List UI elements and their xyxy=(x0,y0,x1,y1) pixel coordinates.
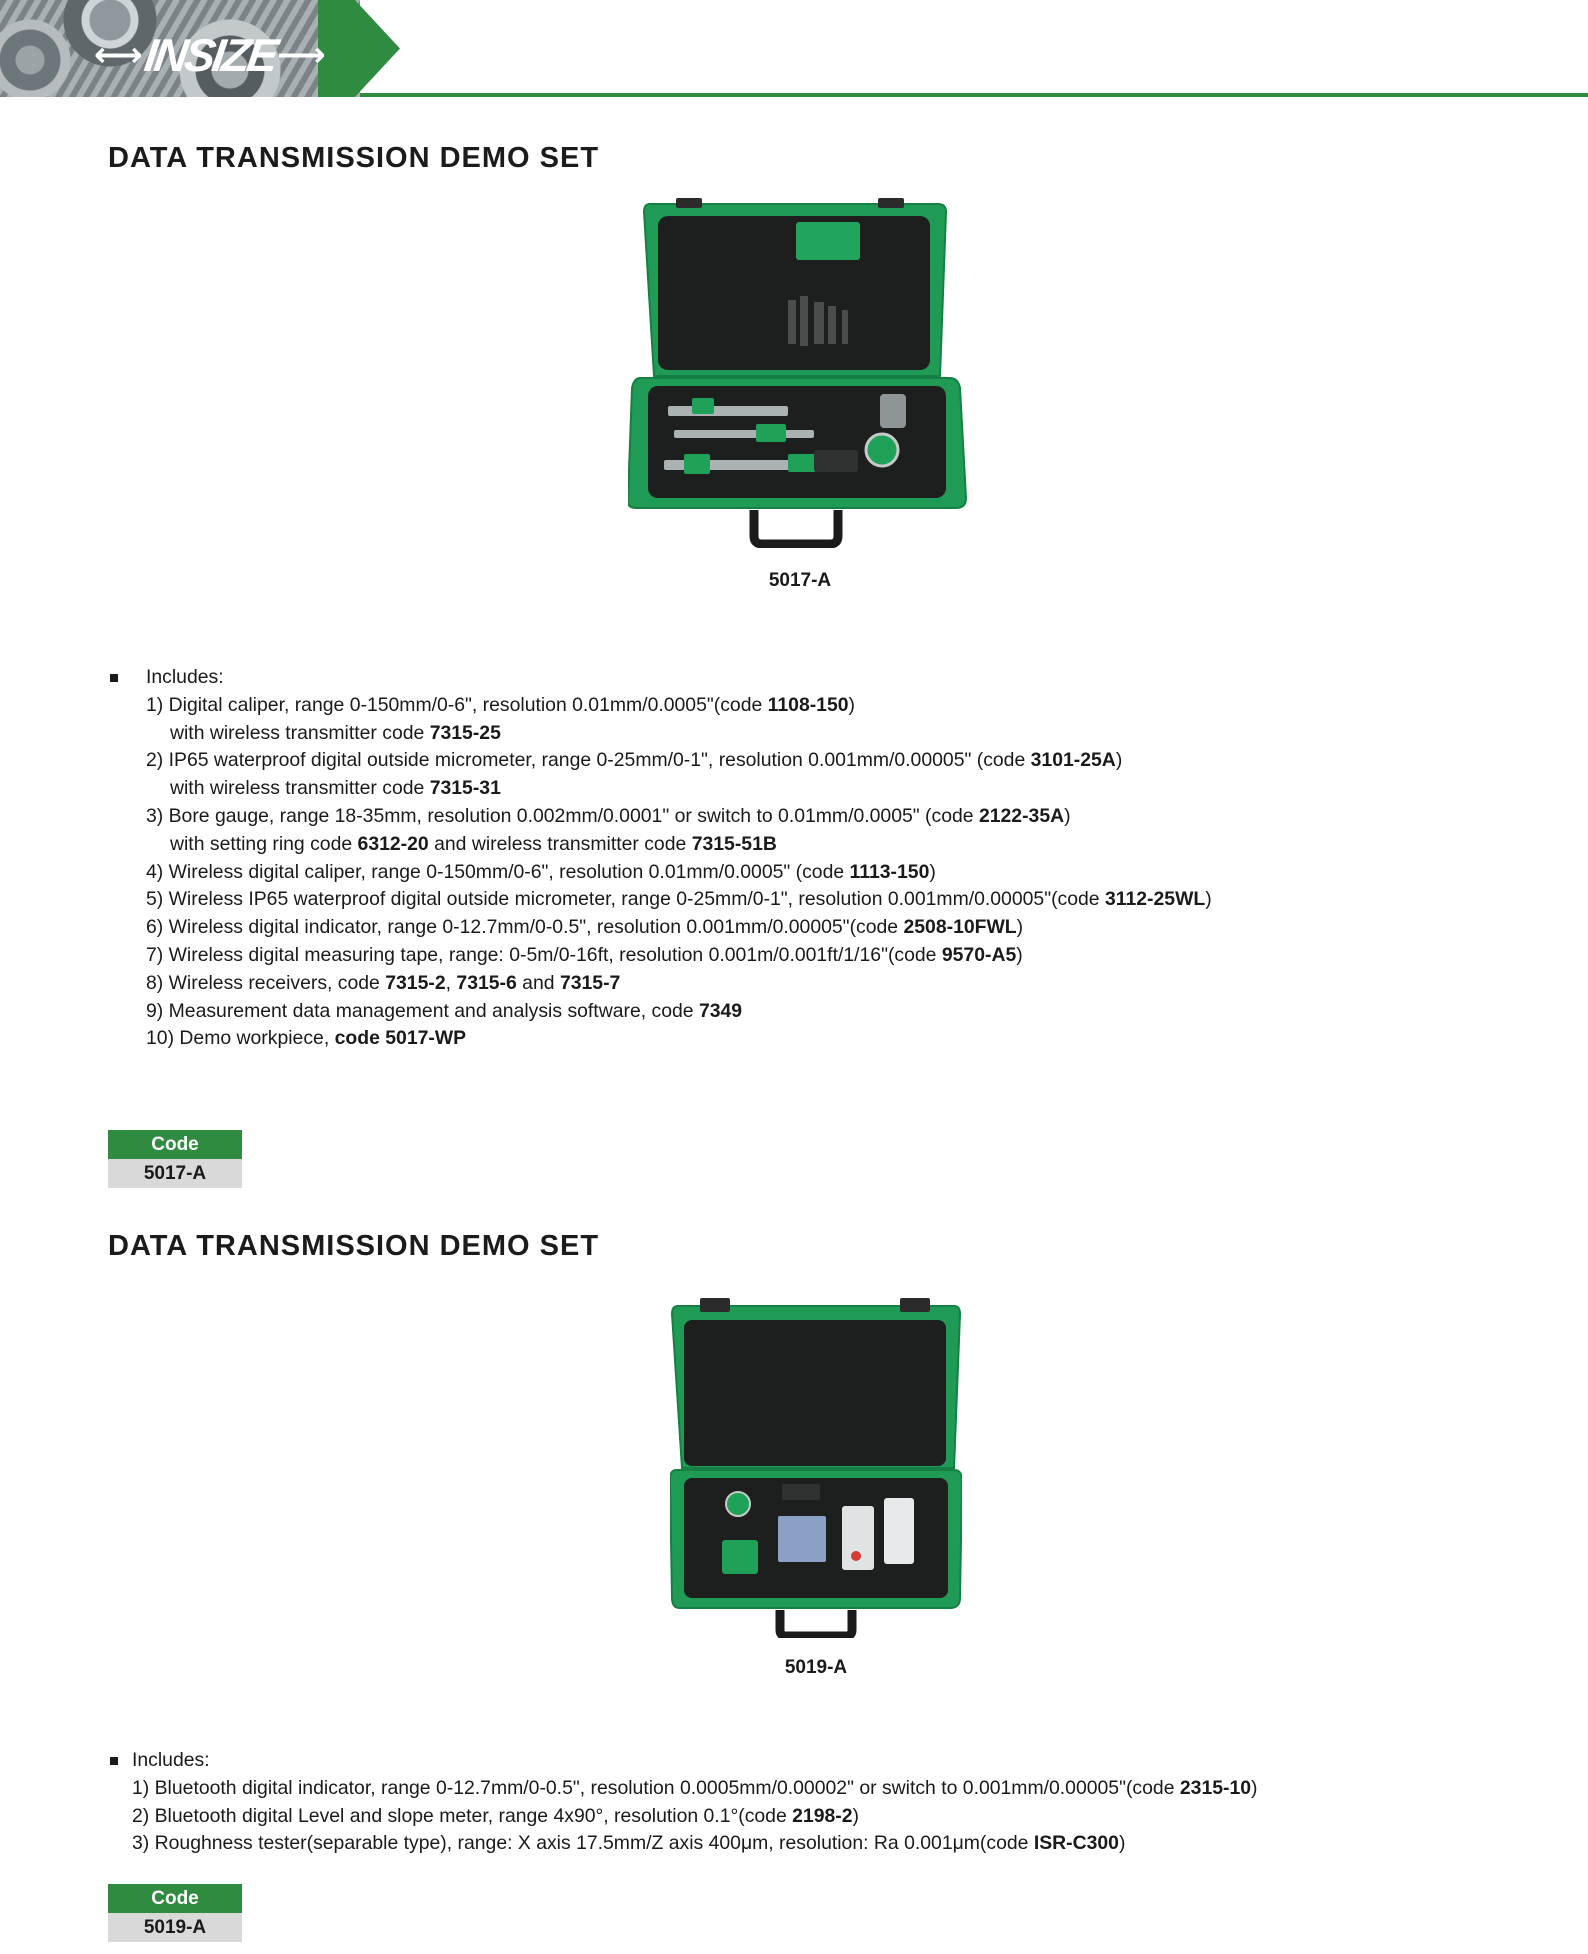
includes-list xyxy=(108,1747,1258,1858)
code-header: Code xyxy=(108,1130,242,1159)
product-image-5017-a xyxy=(628,198,968,548)
includes-label: Includes: xyxy=(108,1747,1258,1775)
list-item: 10) Demo workpiece, code 5017-WP xyxy=(146,1027,467,1050)
list-item: 6) Wireless digital indicator, range 0-12.7mm/0-0.5", resolution 0.001mm/0.00005"(code 2508-10FWL) xyxy=(146,916,1024,939)
list-item: with wireless transmitter code 7315-31 xyxy=(170,777,501,800)
brand-logo xyxy=(94,30,326,80)
section-title: DATA TRANSMISSION DEMO SET xyxy=(108,142,600,174)
banner-divider-line xyxy=(360,93,1588,97)
section-title: DATA TRANSMISSION DEMO SET xyxy=(108,1230,600,1262)
list-item: 2) IP65 waterproof digital outside micrometer, range 0-25mm/0-1", resolution 0.001mm/0.00005" (code 3101-25A) xyxy=(146,749,1123,772)
code-value: 5017-A xyxy=(108,1159,242,1188)
code-value: 5019-A xyxy=(108,1913,242,1942)
banner-chevron xyxy=(318,0,400,97)
list-item: 1) Digital caliper, range 0-150mm/0-6", resolution 0.01mm/0.0005"(code 1108-150) xyxy=(146,693,856,716)
list-item: 3) Roughness tester(separable type), range: X axis 17.5mm/Z axis 400μm, resolution: Ra 0.001μm(code ISR-C300) xyxy=(132,1832,1126,1855)
list-item: 7) Wireless digital measuring tape, range: 0-5m/0-16ft, resolution 0.001m/0.001ft/1/16"(code 9570-A5) xyxy=(146,943,1023,966)
list-item: 2) Bluetooth digital Level and slope meter, range 4x90°, resolution 0.1°(code 2198-2) xyxy=(132,1804,859,1827)
image-caption: 5019-A xyxy=(784,1657,848,1678)
header-banner xyxy=(0,0,1588,100)
list-item: 5) Wireless IP65 waterproof digital outside micrometer, range 0-25mm/0-1", resolution 0.001mm/0.00005"(code 3112-25WL) xyxy=(146,888,1212,911)
image-caption: 5017-A xyxy=(768,570,832,591)
list-item: 1) Bluetooth digital indicator, range 0-12.7mm/0-0.5", resolution 0.0005mm/0.00002" or switch to 0.001mm/0.00005"(code 2315-10) xyxy=(132,1776,1258,1799)
list-item: 8) Wireless receivers, code 7315-2, 7315-6 and 7315-7 xyxy=(146,971,621,994)
product-image-5019-a xyxy=(670,1298,962,1638)
logo-right-arrow-icon: ⟶ xyxy=(277,36,326,74)
list-item: 3) Bore gauge, range 18-35mm, resolution 0.002mm/0.0001" or switch to 0.01mm/0.0005" (code 2122-35A) xyxy=(146,804,1071,827)
code-table xyxy=(108,1884,242,1942)
code-table xyxy=(108,1130,242,1188)
list-item: 9) Measurement data management and analysis software, code 7349 xyxy=(146,999,743,1022)
list-item: 4) Wireless digital caliper, range 0-150mm/0-6", resolution 0.01mm/0.0005" (code 1113-150) xyxy=(146,860,936,883)
logo-wordmark: INSIZE xyxy=(141,29,279,81)
list-item: with setting ring code 6312-20 and wireless transmitter code 7315-51B xyxy=(170,832,777,855)
includes-label: Includes: xyxy=(108,664,1212,692)
includes-list xyxy=(108,664,1212,1053)
code-header: Code xyxy=(108,1884,242,1913)
list-item: with wireless transmitter code 7315-25 xyxy=(170,721,501,744)
logo-left-arrow-icon: ⟷ xyxy=(94,36,143,74)
